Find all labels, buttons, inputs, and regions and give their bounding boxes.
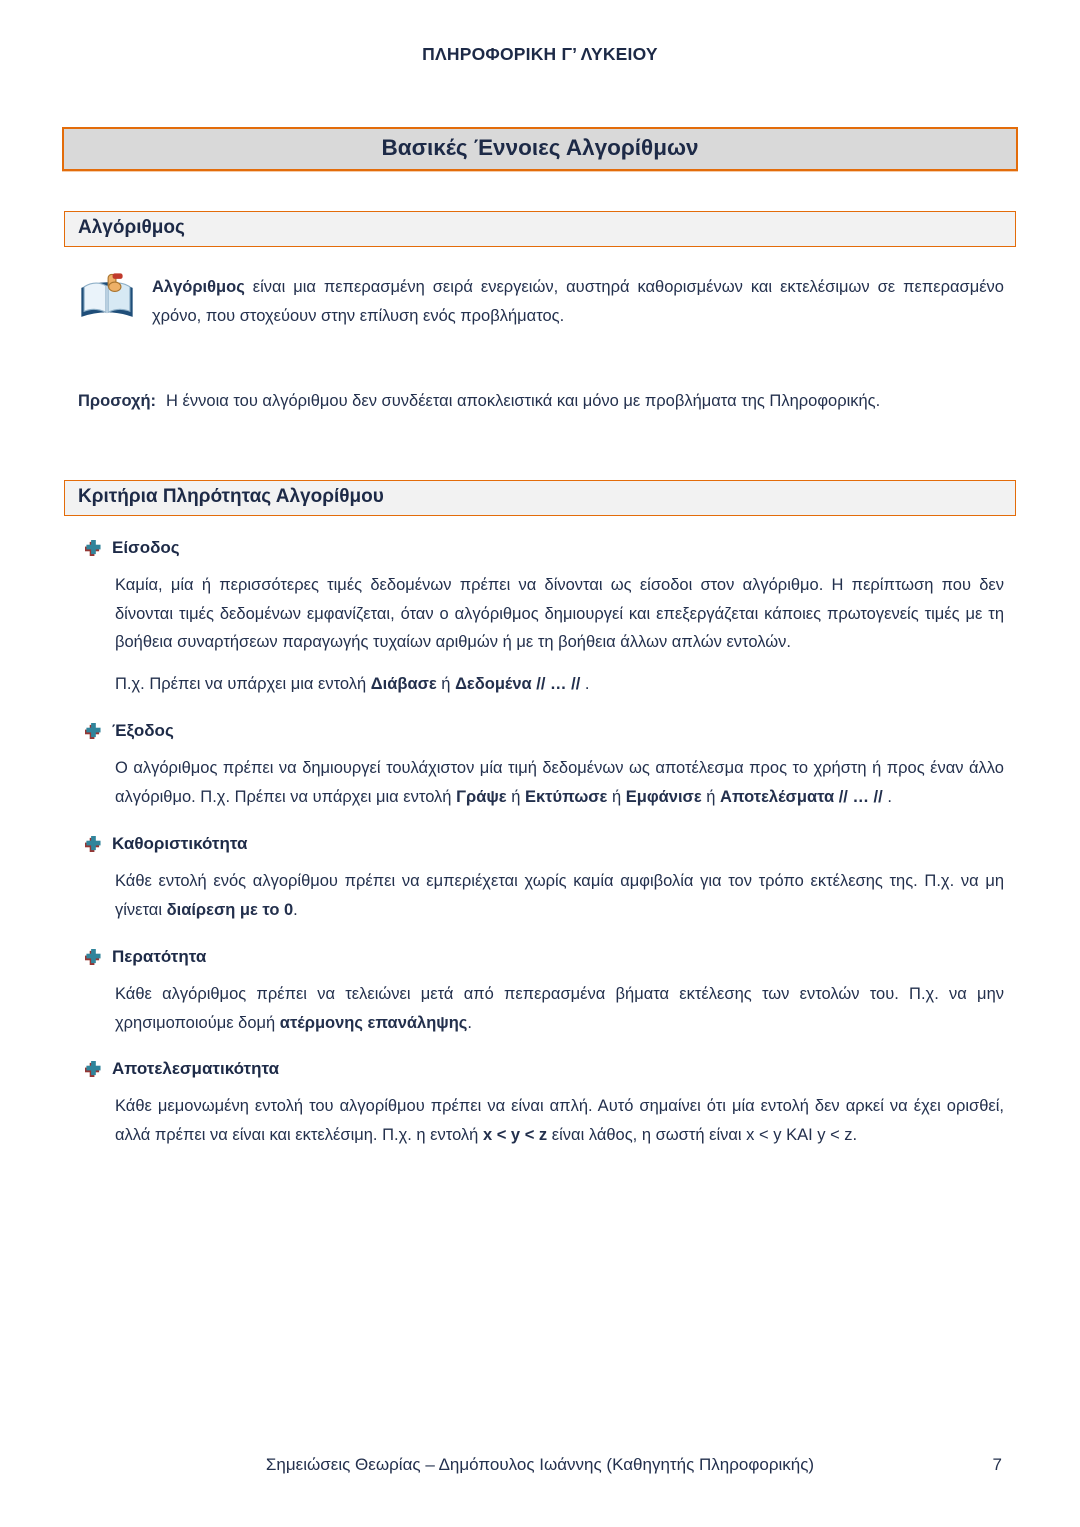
criteria-item-finiteness — [0, 925, 1080, 1038]
open-book-icon — [78, 273, 136, 325]
criterion-title: Καθοριστικότητα — [112, 833, 248, 853]
criterion-title-row — [85, 721, 1080, 741]
criterion-paragraph: Κάθε μεμονωμένη εντολή του αλγορίθμου πρέπει να είναι απλή. Αυτό σημαίνει ότι μία εντολή δεν αρκεί να έχει ορισθεί, αλλά πρέπει να είναι και εκτελέσιμη. Π.χ. η εντολή x < y < z είναι λάθος, η σωστή είναι x < y ΚΑΙ y < z. — [115, 1097, 1004, 1145]
attention-block — [78, 387, 1004, 416]
plus-bullet-icon — [85, 723, 101, 739]
plus-bullet-icon — [85, 949, 101, 965]
criteria-item-effectiveness — [0, 1037, 1080, 1150]
criterion-paragraph: Κάθε αλγόριθμος πρέπει να τελειώνει μετά από πεπερασμένα βήματα εκτέλεσης των εντολών του. Π.χ. να μην χρησιμοποιούμε δομή ατέρμονης επανάληψης. — [115, 984, 1004, 1032]
title-banner — [62, 127, 1018, 171]
attention-text: Η έννοια του αλγόριθμου δεν συνδέεται αποκλειστικά και μόνο με προβλήματα της Πληροφορικής. — [166, 391, 881, 410]
footer-text: Σημειώσεις Θεωρίας – Δημόπουλος Ιωάννης (Καθηγητής Πληροφορικής) — [265, 1455, 815, 1474]
spacer — [0, 1150, 1080, 1455]
page-header: ΠΛΗΡΟΦΟΡΙΚΗ Γ’ ΛΥΚΕΙΟΥ — [422, 44, 658, 64]
attention-label: Προσοχή: — [78, 391, 157, 410]
plus-bullet-icon — [85, 836, 101, 852]
criterion-title-row — [85, 947, 1080, 967]
criterion-title-row — [85, 834, 1080, 854]
criteria-item-determinism — [0, 812, 1080, 925]
plus-bullet-icon — [85, 1061, 101, 1077]
page-footer — [64, 1455, 1016, 1475]
criterion-title: Είσοδος — [112, 537, 180, 557]
page-number: 7 — [992, 1455, 1002, 1474]
section-heading-algorithmos: Αλγόριθμος — [64, 211, 1016, 247]
algorithm-definition: Αλγόριθμος είναι μια πεπερασμένη σειρά ενεργειών, αυστηρά καθορισμένων και εκτελέσιμων σε πεπερασμένο χρόνο, που στοχεύουν στην επίλυση ενός προβλήματος. — [152, 278, 1004, 325]
criterion-title: Αποτελεσματικότητα — [112, 1059, 280, 1079]
criterion-title-row — [85, 538, 1080, 558]
criteria-item-input — [0, 516, 1080, 700]
document-title: Βασικές Έννοιες Αλγορίθμων — [381, 135, 699, 160]
criterion-paragraph: Ο αλγόριθμος πρέπει να δημιουργεί τουλάχιστον μία τιμή δεδομένων ως αποτέλεσμα προς το χρήστη ή προς έναν άλλο αλγόριθμο. Π.χ. Πρέπει να υπάρχει μια εντολή Γράψε ή Εκτύπωσε ή Εμφάνισε ή Αποτελέσματα // … // . — [115, 759, 1004, 806]
definition-row — [78, 273, 1004, 331]
criterion-title: Περατότητα — [112, 946, 207, 966]
criterion-title: Έξοδος — [112, 721, 174, 741]
criterion-title-row — [85, 1059, 1080, 1079]
criterion-example: Π.χ. Πρέπει να υπάρχει μια εντολή Διάβασε ή Δεδομένα // … // . — [115, 675, 590, 694]
criterion-paragraph: Καμία, μία ή περισσότερες τιμές δεδομένων πρέπει να δίνονται ως είσοδοι στον αλγόριθμο. Η περίπτωση που δεν δίνονται τιμές δεδομένων εμφανίζεται, όταν ο αλγόριθμος δημιουργεί και επεξεργάζεται κάποιες πρωτογενείς τιμές με τη βοήθεια συναρτήσεων παραγωγής τυχαίων αριθμών ή με τη βοήθεια άλλων απλών εντολών. — [115, 575, 1004, 652]
section-heading-criteria: Κριτήρια Πληρότητας Αλγορίθμου — [64, 480, 1016, 516]
criterion-paragraph: Κάθε εντολή ενός αλγορίθμου πρέπει να εμπεριέχεται χωρίς καμία αμφιβολία για τον τρόπο εκτέλεσης της. Π.χ. να μη γίνεται διαίρεση με το 0. — [115, 871, 1004, 919]
criteria-item-output — [0, 699, 1080, 812]
plus-bullet-icon — [85, 540, 101, 556]
